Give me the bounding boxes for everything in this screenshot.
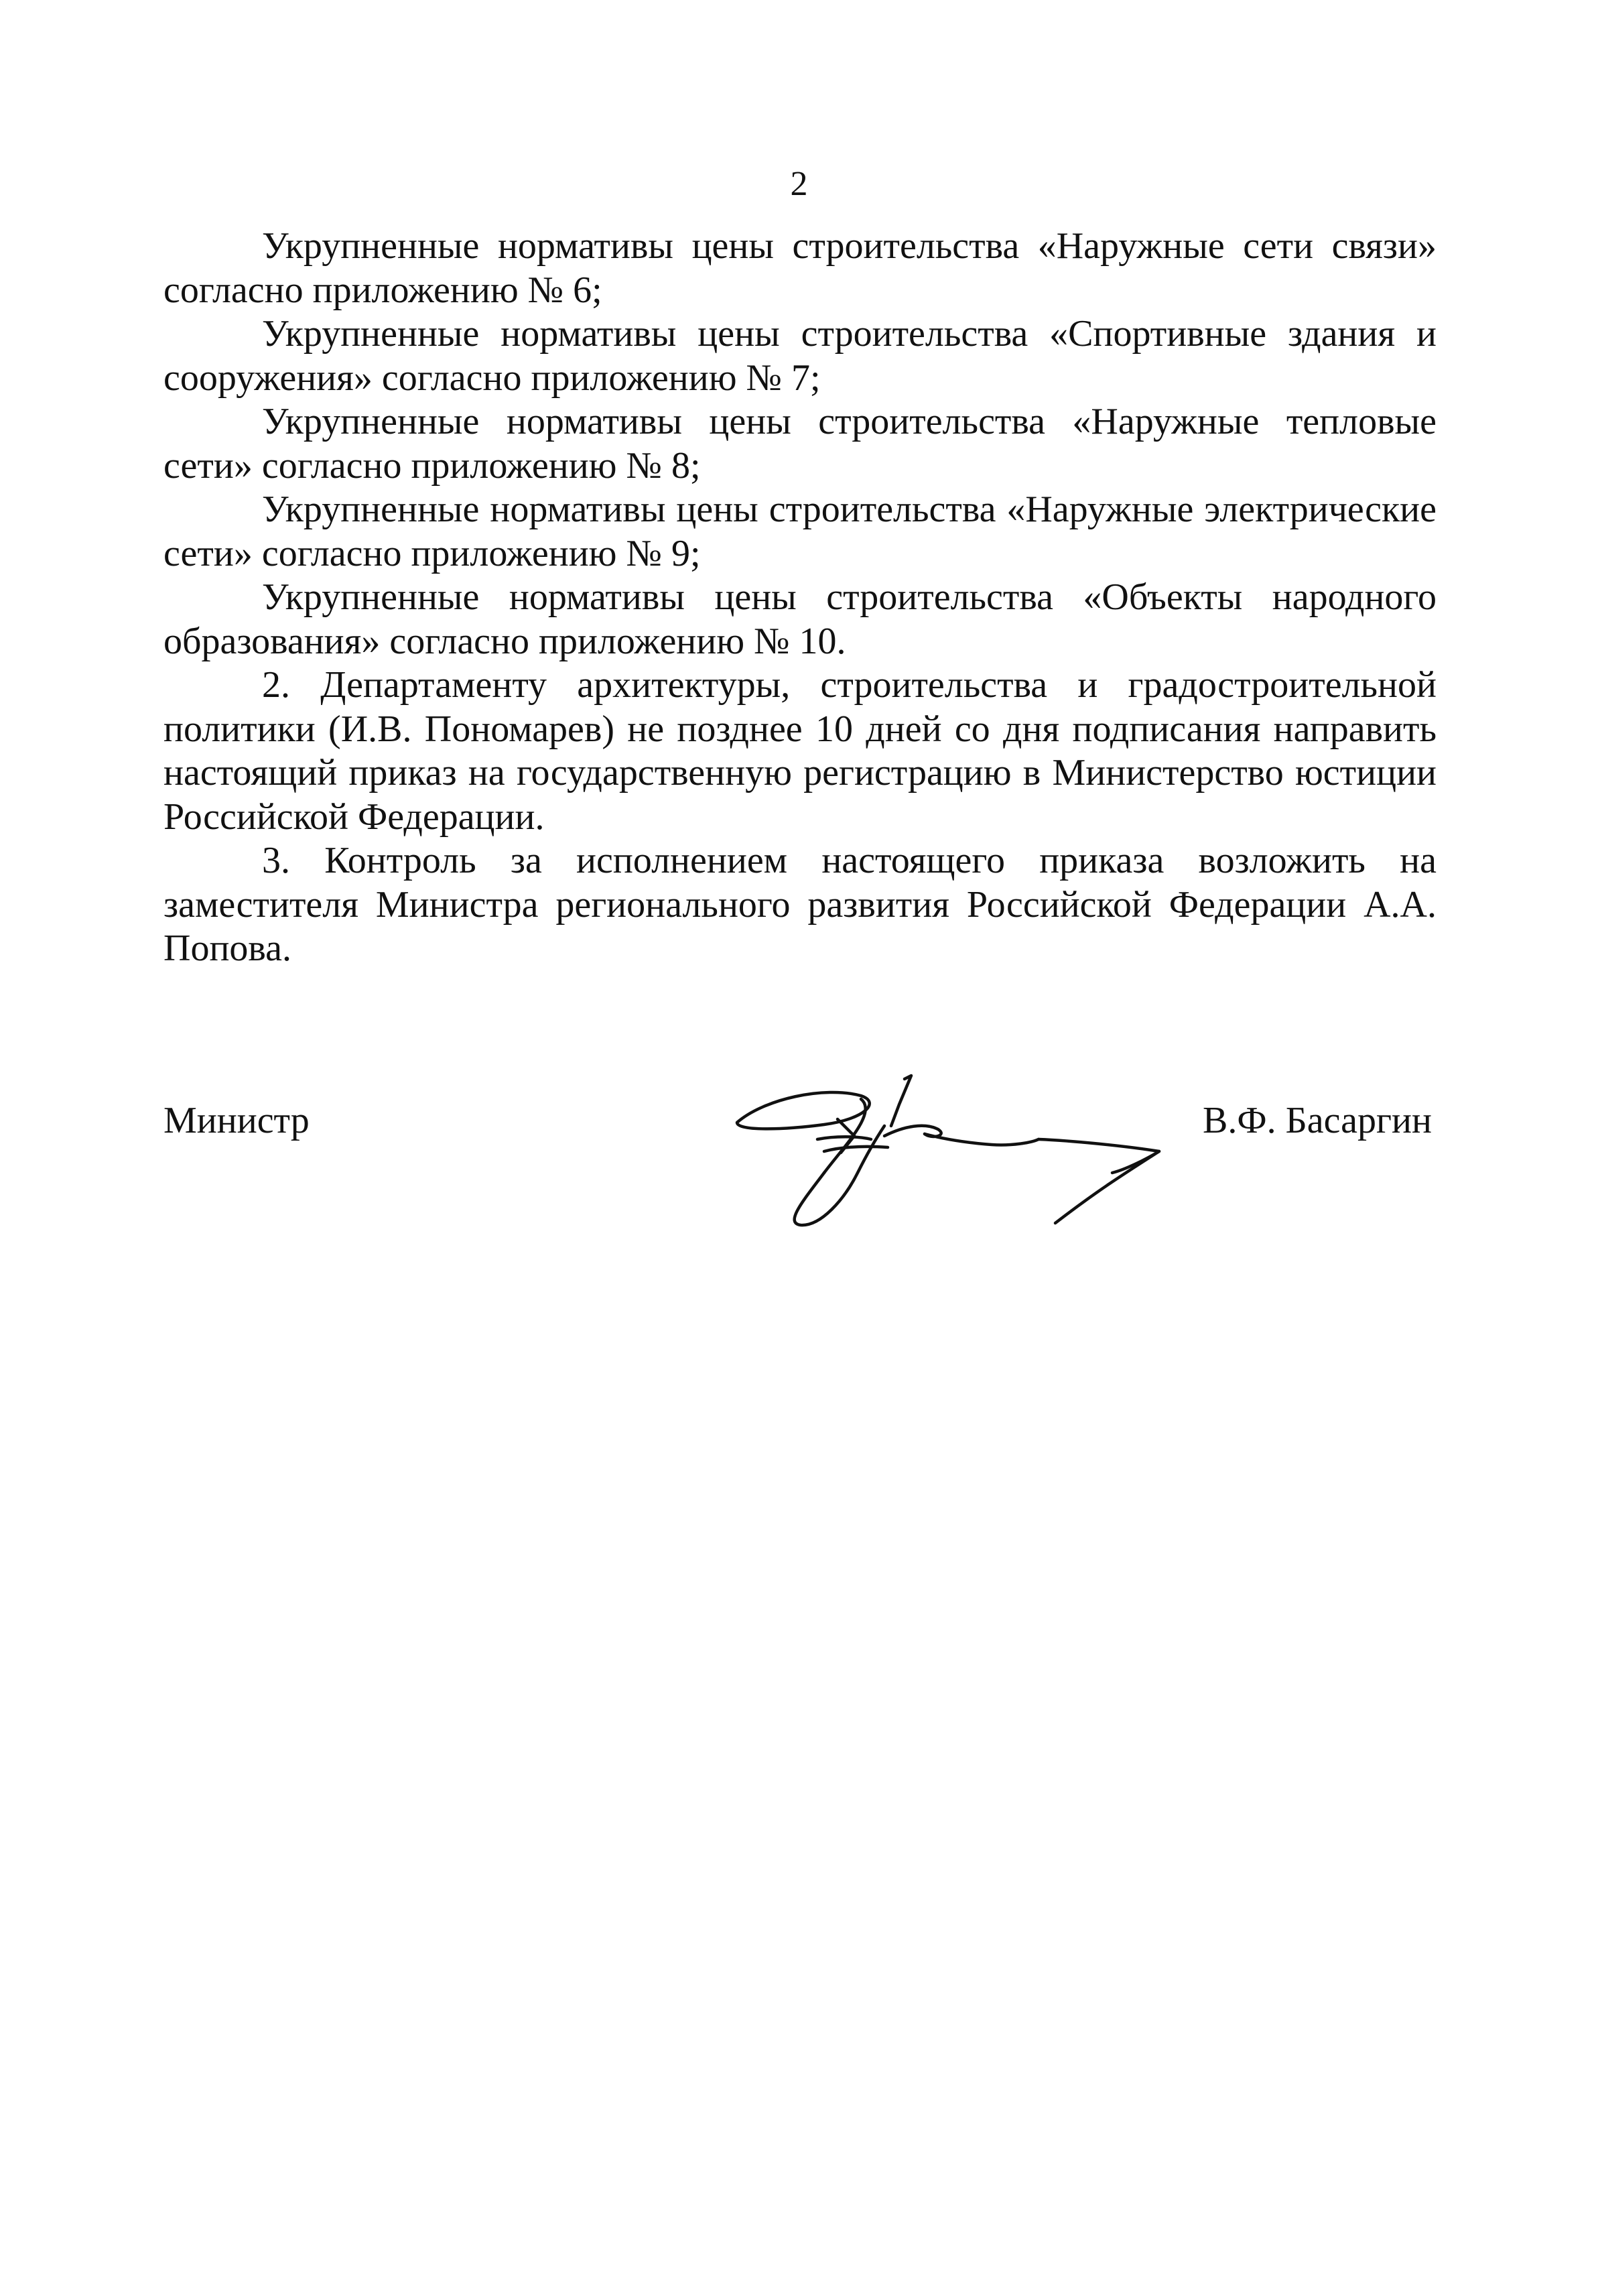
signatory-position: Министр <box>163 1100 310 1141</box>
document-body <box>163 225 1437 971</box>
paragraph-appendix-7: Укрупненные нормативы цены строительства «Спортивные здания и сооружения» согласно приложению № 7; <box>163 313 1437 399</box>
paragraph-item-2: 2. Департаменту архитектуры, строительства и градостроительной политики (И.В. Пономарев) не позднее 10 дней со дня подписания направить настоящий приказ на государственную регистрацию в Министерство юстиции Российской Федерации. <box>163 664 1437 838</box>
paragraph-appendix-8: Укрупненные нормативы цены строительства «Наружные тепловые сети» согласно приложению № 8; <box>163 401 1437 487</box>
paragraph-appendix-10: Укрупненные нормативы цены строительства «Объекты народного образования» согласно приложению № 10. <box>163 576 1437 662</box>
paragraph-appendix-9: Укрупненные нормативы цены строительства «Наружные электрические сети» согласно приложению № 9; <box>163 489 1437 574</box>
paragraph-item-3: 3. Контроль за исполнением настоящего приказа возложить на заместителя Министра регионального развития Российской Федерации А.А. Попова. <box>163 840 1437 969</box>
signatory-name: В.Ф. Басаргин <box>1203 1100 1432 1141</box>
page-number: 2 <box>790 165 808 203</box>
signature-block <box>0 1072 1598 1273</box>
handwritten-signature-icon <box>724 1072 1233 1253</box>
paragraph-appendix-6: Укрупненные нормативы цены строительства «Наружные сети связи» согласно приложению № 6; <box>163 225 1437 311</box>
